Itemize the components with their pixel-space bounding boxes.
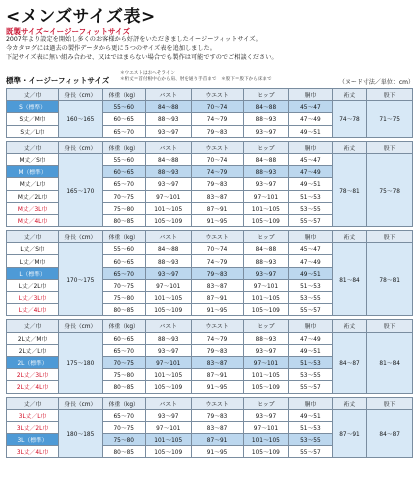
body-width-cell: 53～55 — [289, 202, 332, 214]
bust-cell: 88～93 — [145, 332, 191, 344]
column-header: 胴巾 — [289, 397, 332, 409]
waist-cell: 91～95 — [191, 214, 243, 226]
weight-cell: 80～85 — [102, 214, 145, 226]
size-name: L丈／3L巾 — [7, 292, 59, 304]
bust-cell: 105～109 — [145, 304, 191, 316]
column-header: 裄丈 — [332, 89, 367, 101]
column-header: ヒップ — [243, 320, 289, 332]
column-header: ウエスト — [191, 397, 243, 409]
size-name: L（標準） — [7, 267, 59, 279]
waist-cell: 79～83 — [191, 344, 243, 356]
body-width-cell: 51～53 — [289, 356, 332, 368]
height-range: 170～175 — [59, 243, 102, 316]
waist-cell: 91～95 — [191, 381, 243, 393]
hip-cell: 84～88 — [243, 153, 289, 165]
column-header: 体重（kg） — [102, 89, 145, 101]
hip-cell: 101～105 — [243, 292, 289, 304]
bust-cell: 101～105 — [145, 202, 191, 214]
hip-cell: 84～88 — [243, 243, 289, 255]
column-header: ヒップ — [243, 141, 289, 153]
weight-cell: 65～70 — [102, 125, 145, 137]
column-header: 股下 — [367, 141, 413, 153]
waist-cell: 70～74 — [191, 243, 243, 255]
hip-cell: 93～97 — [243, 267, 289, 279]
size-name: 3L丈／4L巾 — [7, 446, 59, 458]
weight-cell: 70～75 — [102, 356, 145, 368]
weight-cell: 65～70 — [102, 344, 145, 356]
bust-cell: 88～93 — [145, 166, 191, 178]
column-header: 裄丈 — [332, 320, 367, 332]
waist-cell: 79～83 — [191, 409, 243, 421]
size-group-table — [6, 141, 413, 227]
bust-cell: 105～109 — [145, 446, 191, 458]
waist-cell: 70～74 — [191, 101, 243, 113]
size-name: S丈／L巾 — [7, 125, 59, 137]
size-name: L丈／2L巾 — [7, 279, 59, 291]
waist-cell: 83～87 — [191, 279, 243, 291]
header-row — [7, 320, 413, 332]
column-header: 身長（cm） — [59, 89, 102, 101]
bust-cell: 93～97 — [145, 178, 191, 190]
body-width-cell: 47～49 — [289, 113, 332, 125]
hip-cell: 93～97 — [243, 178, 289, 190]
column-header: バスト — [145, 89, 191, 101]
column-header: 丈／巾 — [7, 141, 59, 153]
weight-cell: 65～70 — [102, 267, 145, 279]
hip-cell: 97～101 — [243, 279, 289, 291]
column-header: 裄丈 — [332, 397, 367, 409]
bust-cell: 97～101 — [145, 421, 191, 433]
body-width-cell: 45～47 — [289, 101, 332, 113]
waist-cell: 74～79 — [191, 113, 243, 125]
waist-cell: 87～91 — [191, 434, 243, 446]
size-name: M（標準） — [7, 166, 59, 178]
bust-cell: 84～88 — [145, 243, 191, 255]
unit-label: （ヌード寸法／単位：cm） — [338, 79, 414, 86]
header-row — [7, 89, 413, 101]
table-row — [7, 332, 413, 344]
bust-cell: 88～93 — [145, 113, 191, 125]
column-header: 体重（kg） — [102, 397, 145, 409]
hip-cell: 88～93 — [243, 113, 289, 125]
bust-cell: 93～97 — [145, 125, 191, 137]
column-header: バスト — [145, 141, 191, 153]
column-header: バスト — [145, 397, 191, 409]
height-range: 160～165 — [59, 101, 102, 138]
body-width-cell: 55～57 — [289, 446, 332, 458]
column-header: 丈／巾 — [7, 397, 59, 409]
table-row — [7, 409, 413, 421]
bust-cell: 93～97 — [145, 267, 191, 279]
column-header: 胴巾 — [289, 320, 332, 332]
hip-cell: 88～93 — [243, 332, 289, 344]
column-header: 胴巾 — [289, 141, 332, 153]
column-header: 丈／巾 — [7, 320, 59, 332]
body-width-cell: 47～49 — [289, 255, 332, 267]
size-name: 2L丈／4L巾 — [7, 381, 59, 393]
hip-cell: 93～97 — [243, 344, 289, 356]
waist-cell: 79～83 — [191, 178, 243, 190]
column-header: バスト — [145, 231, 191, 243]
weight-cell: 65～70 — [102, 178, 145, 190]
inseam-length: 78～81 — [367, 243, 413, 316]
waist-cell: 83～87 — [191, 421, 243, 433]
column-header: 胴巾 — [289, 89, 332, 101]
sleeve-length: 81～84 — [332, 243, 367, 316]
hip-cell: 93～97 — [243, 125, 289, 137]
body-width-cell: 53～55 — [289, 292, 332, 304]
hip-cell: 101～105 — [243, 369, 289, 381]
header-row — [7, 397, 413, 409]
table-row — [7, 153, 413, 165]
hip-cell: 105～109 — [243, 304, 289, 316]
size-name: 2L丈／L巾 — [7, 344, 59, 356]
body-width-cell: 45～47 — [289, 243, 332, 255]
sleeve-length: 74～78 — [332, 101, 367, 138]
bust-cell: 105～109 — [145, 214, 191, 226]
body-width-cell: 53～55 — [289, 369, 332, 381]
bust-cell: 101～105 — [145, 292, 191, 304]
hip-cell: 105～109 — [243, 381, 289, 393]
column-header: ヒップ — [243, 89, 289, 101]
waist-cell: 74～79 — [191, 166, 243, 178]
intro-line: 下記サイズ表に無い組み合わせ、又はではまらない場合でも製作は可能ですのでご相談ください。 — [6, 54, 278, 61]
body-width-cell: 47～49 — [289, 166, 332, 178]
column-header: 身長（cm） — [59, 397, 102, 409]
weight-cell: 75～80 — [102, 292, 145, 304]
column-header: ウエスト — [191, 231, 243, 243]
weight-cell: 70～75 — [102, 190, 145, 202]
column-header: ウエスト — [191, 141, 243, 153]
size-group-table — [6, 397, 413, 459]
size-name: 2L丈／3L巾 — [7, 369, 59, 381]
waist-cell: 83～87 — [191, 356, 243, 368]
body-width-cell: 49～51 — [289, 178, 332, 190]
body-width-cell: 51～53 — [289, 190, 332, 202]
hip-cell: 84～88 — [243, 101, 289, 113]
body-width-cell: 51～53 — [289, 421, 332, 433]
bust-cell: 105～109 — [145, 381, 191, 393]
weight-cell: 60～65 — [102, 332, 145, 344]
hip-cell: 101～105 — [243, 434, 289, 446]
body-width-cell: 55～57 — [289, 214, 332, 226]
sleeve-length: 84～87 — [332, 332, 367, 393]
bust-cell: 97～101 — [145, 190, 191, 202]
weight-cell: 75～80 — [102, 434, 145, 446]
size-name: 3L丈／2L巾 — [7, 421, 59, 433]
column-header: 股下 — [367, 397, 413, 409]
hip-cell: 97～101 — [243, 356, 289, 368]
size-name: 2L（標準） — [7, 356, 59, 368]
bust-cell: 88～93 — [145, 255, 191, 267]
column-header: ヒップ — [243, 231, 289, 243]
size-name: L丈／M巾 — [7, 255, 59, 267]
inseam-length: 81～84 — [367, 332, 413, 393]
header-row — [7, 231, 413, 243]
size-name: M丈／L巾 — [7, 178, 59, 190]
section-label: 標準・イージーフィットサイズ — [6, 76, 110, 85]
hip-cell: 88～93 — [243, 255, 289, 267]
weight-cell: 60～65 — [102, 113, 145, 125]
waist-cell: 91～95 — [191, 304, 243, 316]
subtitle: 既製サイズ~イージーフィットサイズ — [6, 27, 130, 36]
column-header: ウエスト — [191, 320, 243, 332]
table-row — [7, 243, 413, 255]
body-width-cell: 47～49 — [289, 332, 332, 344]
body-width-cell: 53～55 — [289, 434, 332, 446]
hip-cell: 97～101 — [243, 190, 289, 202]
bust-cell: 84～88 — [145, 153, 191, 165]
column-header: 身長（cm） — [59, 320, 102, 332]
inseam-length: 71～75 — [367, 101, 413, 138]
size-group-table — [6, 319, 413, 393]
size-name: M丈／2L巾 — [7, 190, 59, 202]
size-name: 3L丈／L巾 — [7, 409, 59, 421]
bust-cell: 93～97 — [145, 409, 191, 421]
height-range: 175～180 — [59, 332, 102, 393]
body-width-cell: 45～47 — [289, 153, 332, 165]
waist-cell: 79～83 — [191, 267, 243, 279]
column-header: 股下 — [367, 89, 413, 101]
column-header: ヒップ — [243, 397, 289, 409]
size-group-table — [6, 88, 413, 138]
weight-cell: 75～80 — [102, 369, 145, 381]
waist-cell: 87～91 — [191, 292, 243, 304]
column-header: 股下 — [367, 320, 413, 332]
size-name: S丈／M巾 — [7, 113, 59, 125]
note-line: ＊ウエストはおへそライン — [120, 71, 175, 76]
hip-cell: 97～101 — [243, 421, 289, 433]
size-name: 2L丈／M巾 — [7, 332, 59, 344]
column-header: 体重（kg） — [102, 231, 145, 243]
weight-cell: 60～65 — [102, 255, 145, 267]
body-width-cell: 49～51 — [289, 267, 332, 279]
page-title: <メンズサイズ表> — [6, 7, 156, 27]
height-range: 165～170 — [59, 153, 102, 226]
column-header: 体重（kg） — [102, 141, 145, 153]
waist-cell: 74～79 — [191, 255, 243, 267]
bust-cell: 101～105 — [145, 434, 191, 446]
hip-cell: 105～109 — [243, 446, 289, 458]
notes — [120, 71, 272, 83]
weight-cell: 65～70 — [102, 409, 145, 421]
column-header: 股下 — [367, 231, 413, 243]
sleeve-length: 78～81 — [332, 153, 367, 226]
waist-cell: 83～87 — [191, 190, 243, 202]
size-name: M丈／S巾 — [7, 153, 59, 165]
weight-cell: 80～85 — [102, 446, 145, 458]
waist-cell: 70～74 — [191, 153, 243, 165]
size-group-table — [6, 230, 413, 316]
waist-cell: 91～95 — [191, 446, 243, 458]
size-tables — [6, 88, 413, 461]
body-width-cell: 55～57 — [289, 304, 332, 316]
weight-cell: 60～65 — [102, 166, 145, 178]
waist-cell: 79～83 — [191, 125, 243, 137]
bust-cell: 97～101 — [145, 279, 191, 291]
note-line: ＊桁丈＝首付根中心から肩、肘を通り手首まで ＊股下＝股下から床まで — [120, 77, 272, 82]
bust-cell: 97～101 — [145, 356, 191, 368]
intro-line: 今カタログには過去の製作データから更に５つのサイズ表を追加しました。 — [6, 45, 216, 52]
hip-cell: 101～105 — [243, 202, 289, 214]
column-header: ウエスト — [191, 89, 243, 101]
column-header: 裄丈 — [332, 141, 367, 153]
weight-cell: 80～85 — [102, 304, 145, 316]
bust-cell: 93～97 — [145, 344, 191, 356]
size-name: L丈／S巾 — [7, 243, 59, 255]
weight-cell: 70～75 — [102, 279, 145, 291]
height-range: 180～185 — [59, 409, 102, 458]
weight-cell: 75～80 — [102, 202, 145, 214]
column-header: 丈／巾 — [7, 89, 59, 101]
column-header: 身長（cm） — [59, 231, 102, 243]
header-row — [7, 141, 413, 153]
weight-cell: 55～60 — [102, 153, 145, 165]
intro-line: 2007年より設定を開始し多くのお客様から好評をいただきましたイージーフィットサイズ。 — [6, 36, 262, 43]
table-row — [7, 101, 413, 113]
bust-cell: 84～88 — [145, 101, 191, 113]
body-width-cell: 49～51 — [289, 409, 332, 421]
inseam-length: 75～78 — [367, 153, 413, 226]
column-header: バスト — [145, 320, 191, 332]
waist-cell: 87～91 — [191, 369, 243, 381]
weight-cell: 70～75 — [102, 421, 145, 433]
intro-text — [6, 35, 416, 62]
hip-cell: 93～97 — [243, 409, 289, 421]
weight-cell: 55～60 — [102, 101, 145, 113]
hip-cell: 88～93 — [243, 166, 289, 178]
weight-cell: 55～60 — [102, 243, 145, 255]
size-name: 3L（標準） — [7, 434, 59, 446]
inseam-length: 84～87 — [367, 409, 413, 458]
waist-cell: 74～79 — [191, 332, 243, 344]
waist-cell: 87～91 — [191, 202, 243, 214]
sleeve-length: 87～91 — [332, 409, 367, 458]
column-header: 胴巾 — [289, 231, 332, 243]
column-header: 裄丈 — [332, 231, 367, 243]
column-header: 体重（kg） — [102, 320, 145, 332]
body-width-cell: 49～51 — [289, 344, 332, 356]
body-width-cell: 55～57 — [289, 381, 332, 393]
size-name: M丈／3L巾 — [7, 202, 59, 214]
weight-cell: 80～85 — [102, 381, 145, 393]
column-header: 身長（cm） — [59, 141, 102, 153]
hip-cell: 105～109 — [243, 214, 289, 226]
size-name: S（標準） — [7, 101, 59, 113]
size-name: M丈／4L巾 — [7, 214, 59, 226]
bust-cell: 101～105 — [145, 369, 191, 381]
body-width-cell: 51～53 — [289, 279, 332, 291]
size-name: L丈／4L巾 — [7, 304, 59, 316]
column-header: 丈／巾 — [7, 231, 59, 243]
body-width-cell: 49～51 — [289, 125, 332, 137]
